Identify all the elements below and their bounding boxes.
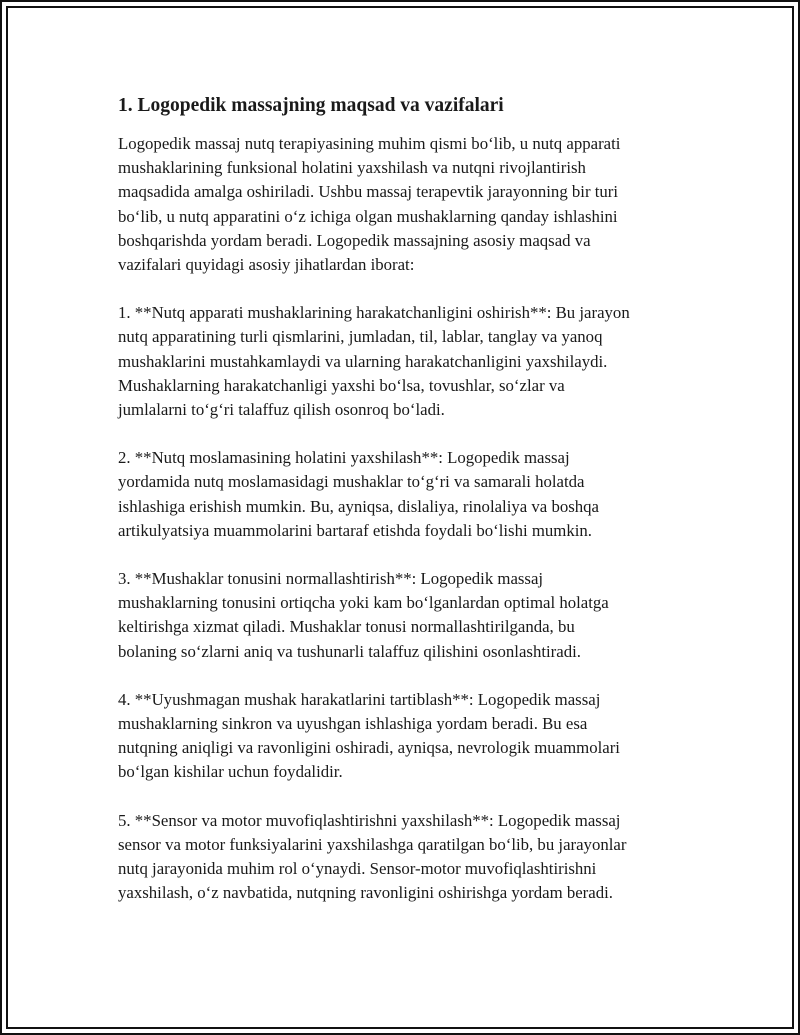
paragraph-line: boʻlib, u nutq apparatini oʻz ichiga olgan mushaklarning qanday ishlashini xyxy=(118,206,618,226)
paragraph-line: nutq jarayonida muhim rol oʻynaydi. Sensor-motor muvofiqlashtirishni xyxy=(118,859,597,879)
paragraph-line: boshqarishda yordam beradi. Logopedik massajning asosiy maqsad va xyxy=(118,230,591,250)
paragraph-line: yordamida nutq moslamasidagi mushaklar toʻgʻri va samarali holatda xyxy=(118,472,585,492)
paragraph-line: boʻlgan kishilar uchun foydalidir. xyxy=(118,762,343,782)
paragraph-line: 1. **Nutq apparati mushaklarining harakatchanligini oshirish**: Bu jarayon xyxy=(118,303,630,323)
document-body xyxy=(118,92,708,929)
paragraph-line: mushaklarning tonusini ortiqcha yoki kam boʻlganlardan optimal holatga xyxy=(118,593,609,613)
paragraph-line: maqsadida amalga oshiriladi. Ushbu massaj terapevtik jarayonning bir turi xyxy=(118,182,619,202)
paragraph-line: Logopedik massaj nutq terapiyasining muhim qismi boʻlib, u nutq apparati xyxy=(118,134,621,153)
paragraph-line: jumlalarni toʻgʻri talaffuz qilish osonroq boʻladi. xyxy=(118,400,445,420)
paragraph-line: ishlashiga erishish mumkin. Bu, ayniqsa, dislaliya, rinolaliya va boshqa xyxy=(118,496,599,516)
paragraph-line: nutq apparatining turli qismlarini, jumladan, til, lablar, tanglay va yanoq xyxy=(118,327,603,347)
paragraph-line: vazifalari quyidagi asosiy jihatlardan iborat: xyxy=(118,255,415,275)
paragraph-line: mushaklarning sinkron va uyushgan ishlashiga yordam beradi. Bu esa xyxy=(118,714,588,734)
paragraph-line: keltirishga xizmat qiladi. Mushaklar tonusi normallashtirilganda, bu xyxy=(118,617,575,637)
paragraph-line: Mushaklarning harakatchanligi yaxshi boʻlsa, tovushlar, soʻzlar va xyxy=(118,375,565,395)
list-item-3-paragraph xyxy=(118,567,708,664)
paragraph-line: sensor va motor funksiyalarini yaxshilashga qaratilgan boʻlib, bu jarayonlar xyxy=(118,834,627,854)
paragraph-line: 3. **Mushaklar tonusini normallashtirish**: Logopedik massaj xyxy=(118,569,544,589)
list-item-2-paragraph xyxy=(118,446,708,543)
paragraph-line: nutqning aniqligi va ravonligini oshiradi, ayniqsa, nevrologik muammolari xyxy=(118,738,620,758)
list-item-4-paragraph xyxy=(118,688,708,785)
paragraph-line: mushaklarini mustahkamlaydi va ularning harakatchanligini yaxshilaydi. xyxy=(118,351,608,371)
paragraph-line: 4. **Uyushmagan mushak harakatlarini tartiblash**: Logopedik massaj xyxy=(118,689,601,709)
section-heading: 1. Logopedik massajning maqsad va vazifalari xyxy=(118,95,504,116)
intro-paragraph xyxy=(118,132,708,277)
list-item-5-paragraph xyxy=(118,809,708,906)
paragraph-line: artikulyatsiya muammolarini bartaraf etishda foydali boʻlishi mumkin. xyxy=(118,520,592,540)
paragraph-line: mushaklarining funksional holatini yaxshilash va nutqni rivojlantirish xyxy=(118,158,586,178)
paragraph-line: yaxshilash, oʻz navbatida, nutqning ravonligini oshirishga yordam beradi. xyxy=(118,883,613,903)
list-item-1-paragraph xyxy=(118,301,708,422)
paragraph-line: bolaning soʻzlarni aniq va tushunarli talaffuz qilishini osonlashtiradi. xyxy=(118,641,581,661)
paragraph-line: 5. **Sensor va motor muvofiqlashtirishni yaxshilash**: Logopedik massaj xyxy=(118,810,621,830)
paragraph-line: 2. **Nutq moslamasining holatini yaxshilash**: Logopedik massaj xyxy=(118,448,570,468)
